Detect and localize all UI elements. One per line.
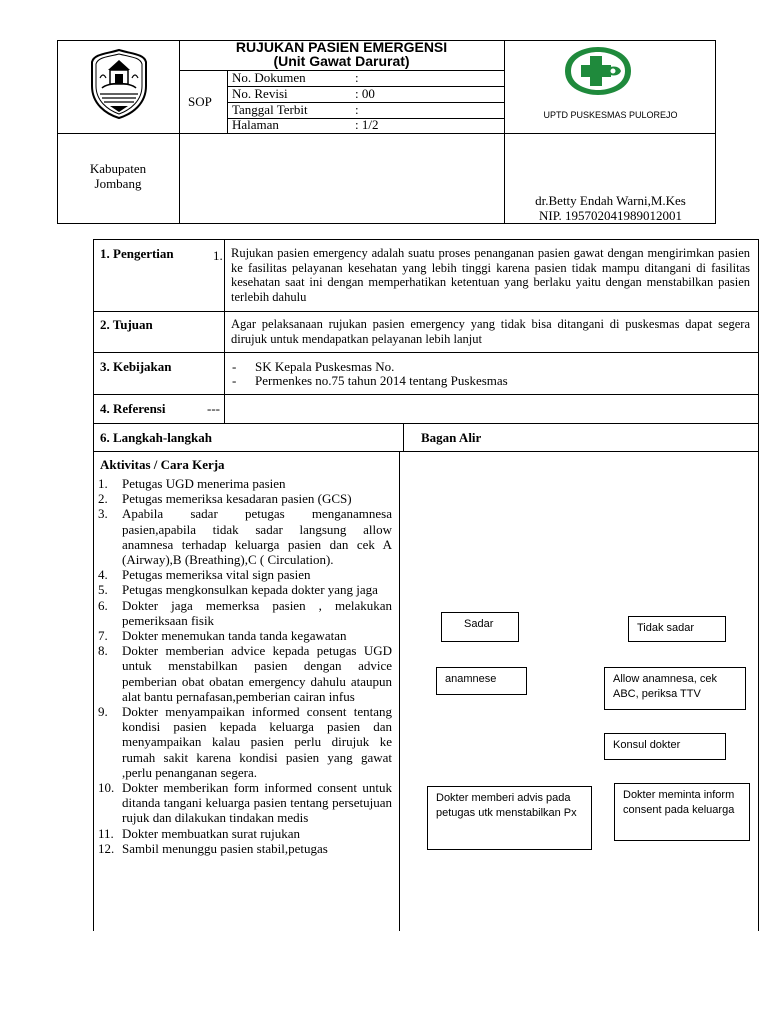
- step-text: Dokter memberikan form informed consent untuk ditanda tangani keluarga pasien tentang persetujuan rujuk dan dilakukan tindakan medis: [122, 780, 392, 826]
- step-text: Petugas UGD menerima pasien: [122, 476, 286, 491]
- section-label-langkah: 6. Langkah-langkah: [100, 430, 212, 445]
- flow-box-tidak-sadar: Tidak sadar: [628, 616, 726, 642]
- org-name: UPTD PUSKESMAS PULOREJO: [543, 110, 678, 120]
- flow-box-konsul-dokter: Konsul dokter: [604, 733, 726, 760]
- flow-box-sadar: Sadar: [441, 612, 519, 642]
- bagan-alir-label: Bagan Alir: [421, 430, 482, 445]
- field-value-no-dokumen: :: [355, 70, 359, 85]
- step-item: [98, 704, 392, 780]
- step-number: 3.: [98, 506, 108, 522]
- document-title: RUJUKAN PASIEN EMERGENSI: [235, 39, 448, 55]
- kebijakan-dash: -: [232, 373, 237, 388]
- step-text: Dokter menyampaikan informed consent tentang kondisi pasien kepada keluarga pasien dan menyampaikan kalau pasien perlu dirujuk ke rumah sakit karena kondisi pasien yang gawat ,perlu penanganan segera.: [122, 704, 392, 780]
- step-text: Sambil menunggu pasien stabil,petugas: [122, 840, 328, 856]
- field-value-halaman: : 1/2: [355, 117, 379, 132]
- field-label-no-revisi: No. Revisi: [232, 86, 288, 101]
- step-text: Dokter jaga memerksa pasien , melakukan pemeriksaan fisik: [122, 597, 392, 628]
- step-item: [98, 582, 392, 597]
- table-divider: [93, 394, 759, 395]
- step-item: [98, 476, 392, 491]
- step-number: 2.: [98, 491, 108, 507]
- step-item: [98, 826, 392, 841]
- flow-box-allow-anamnesa: Allow anamnesa, cek ABC, periksa TTV: [604, 667, 746, 710]
- flow-box-dokter-advis: Dokter memberi advis pada petugas utk menstabilkan Px: [427, 786, 592, 850]
- table-divider: [93, 451, 759, 452]
- step-item: [98, 628, 392, 643]
- table-divider: [93, 311, 759, 312]
- referensi-value: ---: [207, 401, 220, 416]
- step-number: 4.: [98, 567, 108, 583]
- step-item: [98, 780, 392, 826]
- step-item: [98, 643, 392, 704]
- table-divider: [93, 423, 759, 424]
- step-item: [98, 506, 392, 567]
- step-item: [98, 567, 392, 582]
- step-text: Petugas memeriksa kesadaran pasien (GCS): [122, 491, 352, 507]
- kebijakan-item: SK Kepala Puskesmas No.: [255, 359, 395, 374]
- flow-box-anamnese: anamnese: [436, 667, 527, 695]
- field-label-no-dokumen: No. Dokumen: [232, 70, 306, 85]
- section-label-kebijakan: 3. Kebijakan: [100, 359, 172, 374]
- header-divider: [57, 133, 716, 134]
- table-divider: [399, 451, 400, 931]
- steps-list: [98, 476, 392, 856]
- field-label-tanggal-terbit: Tanggal Terbit: [232, 102, 308, 117]
- step-number: 10.: [98, 780, 115, 796]
- aktivitas-label: Aktivitas / Cara Kerja: [100, 457, 225, 472]
- signer-nip: NIP. 195702041989012001: [538, 208, 682, 223]
- field-label-halaman: Halaman: [232, 117, 279, 132]
- step-text: Petugas mengkonsulkan kepada dokter yang jaga: [122, 582, 378, 598]
- step-item: [98, 598, 392, 628]
- kebijakan-item: Permenkes no.75 tahun 2014 tentang Puskesmas: [255, 373, 508, 388]
- step-item: [98, 491, 392, 506]
- kabupaten-line1: Kabupaten: [89, 161, 147, 176]
- sop-label: SOP: [188, 94, 212, 109]
- signer-name: dr.Betty Endah Warni,M.Kes: [535, 193, 686, 208]
- pengertian-number: 1.: [213, 248, 223, 263]
- step-number: 8.: [98, 643, 108, 659]
- step-text: Petugas memeriksa vital sign pasien: [122, 567, 311, 583]
- step-text: Dokter menemukan tanda tanda kegawatan: [122, 628, 347, 644]
- step-number: 7.: [98, 628, 108, 644]
- puskesmas-logo: [557, 41, 639, 101]
- kabupaten-line2: Jombang: [94, 176, 142, 191]
- table-divider: [403, 423, 404, 451]
- step-text: Dokter membuatkan surat rujukan: [122, 825, 300, 841]
- jombang-crest-logo: [88, 48, 150, 120]
- table-divider: [224, 239, 225, 423]
- step-text: Apabila sadar petugas menganamnesa pasien,apabila tidak sadar langsung allow anamnesa terhadap keluarga pasien dan cek A (Airway),B (Breathing),C ( Circulation).: [122, 506, 392, 568]
- step-number: 6.: [98, 597, 108, 613]
- step-number: 1.: [98, 476, 108, 491]
- step-number: 12.: [98, 840, 115, 856]
- step-text: Dokter memberian advice kepada petugas UGD untuk menstabilkan pasien dengan advice pemberian obat obatan emergency dahulu ataupun alat bantu pernafasan,pemberian cairan infus: [122, 643, 392, 704]
- document-subtitle: (Unit Gawat Darurat): [273, 53, 410, 69]
- step-number: 11.: [98, 825, 114, 841]
- kebijakan-dash: -: [232, 359, 237, 374]
- field-value-no-revisi: : 00: [355, 86, 375, 101]
- tujuan-text: Agar pelaksanaan rujukan pasien emergency yang tidak bisa ditangani di puskesmas dapat segera dirujuk untuk mendapatkan pelayanan lebih lanjut: [231, 317, 750, 346]
- step-number: 9.: [98, 704, 108, 720]
- pengertian-text: Rujukan pasien emergency adalah suatu proses penanganan pasien gawat dengan mengirimkan pasien ke fasilitas pelayanan kesehatan yang lebih tinggi karena pasien tidak mampu ditangani di fasilitas kesehatan saat ini dengan memperhatikan ketentuan yang berlaku yaitu dengan menstabilkan pasien terlebih dahulu: [231, 246, 750, 304]
- section-label-referensi: 4. Referensi: [100, 401, 166, 416]
- step-item: [98, 841, 392, 856]
- field-value-tanggal-terbit: :: [355, 102, 359, 117]
- section-label-pengertian: 1. Pengertian: [100, 246, 174, 261]
- flow-box-inform-consent: Dokter meminta inform consent pada keluarga: [614, 783, 750, 841]
- section-label-tujuan: 2. Tujuan: [100, 317, 153, 332]
- table-divider: [93, 352, 759, 353]
- step-number: 5.: [98, 582, 108, 598]
